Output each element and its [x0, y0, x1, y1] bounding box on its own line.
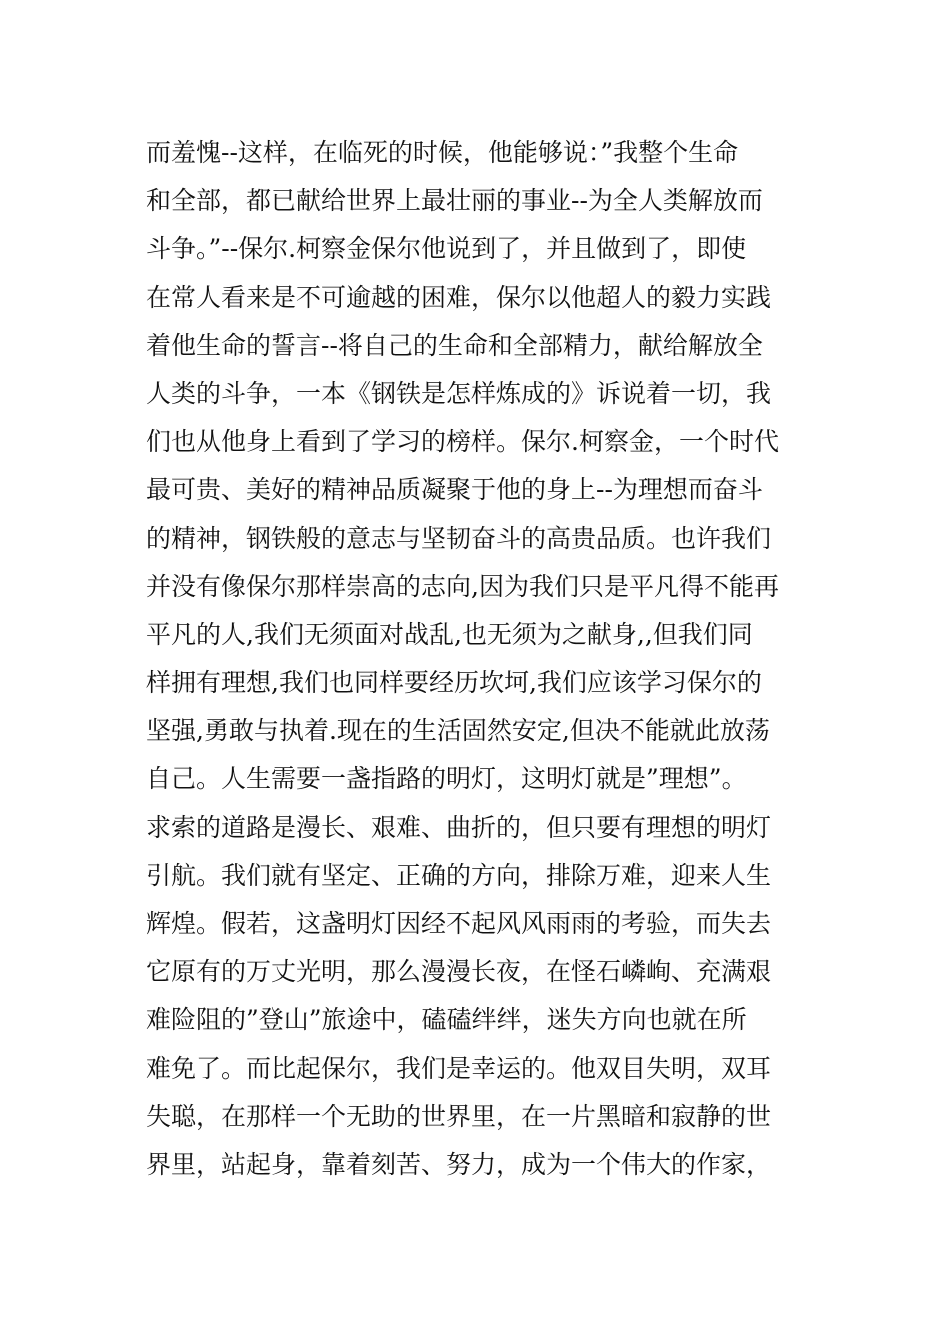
text-line-16: 引航。我们就有坚定、正确的方向，排除万难，迎来人生	[146, 860, 772, 890]
text-line-11: 平凡的人,我们无须面对战乱,也无须为之献身,,但我们同	[146, 619, 753, 649]
body-text	[146, 129, 818, 1189]
text-line-1: 而羞愧--这样，在临死的时候，他能够说：”我整个生命	[146, 138, 739, 167]
text-line-14: 自己。人生需要一盏指路的明灯，这明灯就是”理想”。	[146, 764, 747, 794]
text-line-17: 辉煌。假若，这盏明灯因经不起风风雨雨的考验，而失去	[146, 909, 772, 938]
text-line-21: 失聪，在那样一个无助的世界里，在一片黑暗和寂静的世	[146, 1101, 772, 1131]
text-line-4: 在常人看来是不可逾越的困难，保尔以他超人的毅力实践	[146, 282, 772, 312]
text-line-10: 并没有像保尔那样崇高的志向,因为我们只是平凡得不能再	[146, 571, 779, 601]
text-line-19: 难险阻的”登山”旅途中，磕磕绊绊，迷失方向也就在所	[146, 1005, 747, 1035]
text-line-5: 着他生命的誓言--将自己的生命和全部精力，献给解放全	[146, 330, 763, 360]
text-line-8: 最可贵、美好的精神品质凝聚于他的身上--为理想而奋斗	[146, 475, 763, 505]
text-line-15: 求索的道路是漫长、艰难、曲折的，但只要有理想的明灯	[146, 812, 772, 842]
text-line-2: 和全部，都已献给世界上最壮丽的事业--为全人类解放而	[146, 186, 763, 216]
text-line-22: 界里，站起身，靠着刻苦、努力，成为一个伟大的作家，	[146, 1149, 772, 1179]
text-line-12: 样拥有理想,我们也同样要经历坎坷,我们应该学习保尔的	[146, 668, 762, 698]
text-line-6: 人类的斗争，一本《钢铁是怎样炼成的》诉说着一切，我	[146, 378, 772, 408]
text-line-20: 难免了。而比起保尔，我们是幸运的。他双目失明，双耳	[146, 1053, 772, 1083]
text-line-18: 它原有的万丈光明，那么漫漫长夜，在怪石嶙峋、充满艰	[146, 957, 772, 987]
text-line-9: 的精神，钢铁般的意志与坚韧奋斗的高贵品质。也许我们	[146, 523, 772, 553]
text-line-7: 们也从他身上看到了学习的榜样。保尔.柯察金，一个时代	[146, 427, 779, 457]
text-line-3: 斗争。”--保尔.柯察金保尔他说到了，并且做到了，即使	[146, 234, 747, 264]
text-line-13: 坚强,勇敢与执着.现在的生活固然安定,但决不能就此放荡	[146, 716, 770, 746]
